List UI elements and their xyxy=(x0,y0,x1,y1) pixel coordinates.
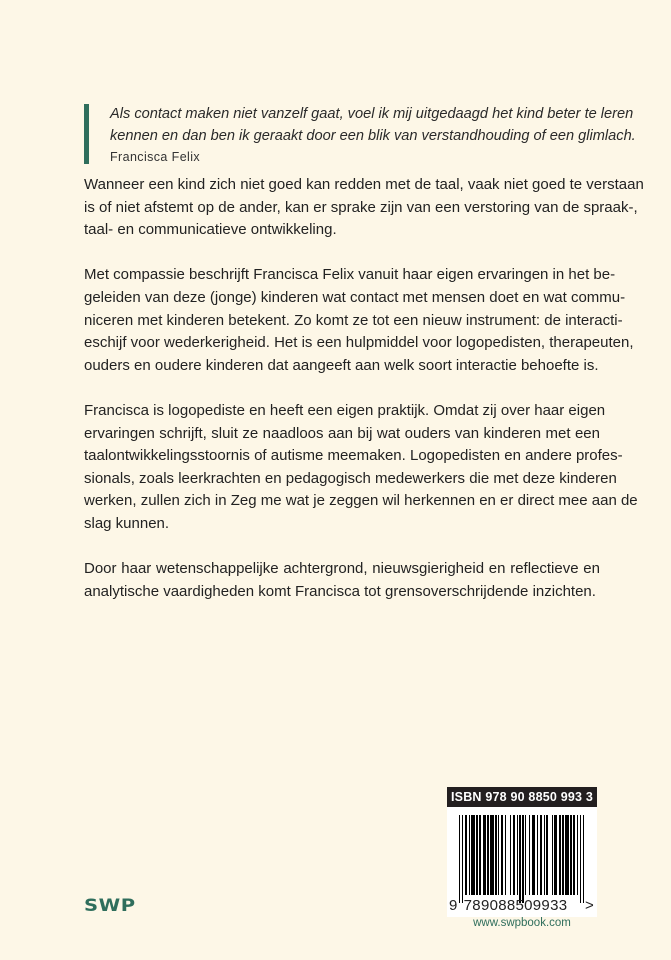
quote-author: Francisca Felix xyxy=(110,150,201,164)
barcode-bar xyxy=(505,815,506,895)
barcode-bar xyxy=(495,815,496,895)
barcode-bar xyxy=(479,815,480,895)
barcode-bar xyxy=(510,815,511,895)
barcode-arrow: > xyxy=(584,897,594,914)
barcode-bar xyxy=(565,815,569,895)
paragraph xyxy=(84,400,638,536)
barcode-bar xyxy=(465,815,468,895)
paragraph-line: taal- en communicatieve ontwikkeling. xyxy=(84,221,337,239)
paragraph-line: Door haar wetenschappelijke achtergrond, nieuwsgierigheid en reflectieve en xyxy=(84,560,600,578)
barcode-bar xyxy=(580,815,581,903)
paragraph-line: niceren met kinderen betekent. Zo komt ze tot een nieuw instrument: de interacti- xyxy=(84,311,623,329)
paragraph xyxy=(84,264,634,377)
barcode-bar xyxy=(532,815,536,895)
barcode-bar xyxy=(483,815,486,895)
quote-accent-bar xyxy=(84,104,89,164)
barcode-bar xyxy=(513,815,516,895)
barcode-bar xyxy=(546,815,547,895)
blurb-text xyxy=(84,174,644,626)
website-link[interactable]: www.swpbook.com xyxy=(473,917,571,929)
barcode-bar xyxy=(490,815,494,895)
barcode-bar xyxy=(544,815,545,895)
barcode-number: 789088509933 xyxy=(463,897,568,914)
barcode-digits xyxy=(447,897,597,915)
barcode-bar xyxy=(529,815,530,895)
barcode-bar xyxy=(573,815,576,895)
paragraph-line: geleiden van deze (jonge) kinderen wat contact met mensen doet en wat commu- xyxy=(84,288,626,306)
barcode-bar xyxy=(501,815,504,895)
quote-line: kennen en dan ben ik geraakt door een blik van verstandhouding of een glimlach. xyxy=(110,128,636,144)
barcode-bars xyxy=(459,815,584,895)
isbn-barcode xyxy=(447,787,597,917)
barcode-bar xyxy=(552,815,553,895)
paragraph-line: ouders en oudere kinderen dat aangeeft aan welk soort interactie behoefte is. xyxy=(84,356,599,374)
barcode-bar xyxy=(559,815,560,895)
quote-line: Als contact maken niet vanzelf gaat, voel ik mij uitgedaagd het kind beter te leren xyxy=(110,106,634,122)
paragraph-line: ervaringen schrijft, sluit ze naadloos aan bij wat ouders van kinderen met een xyxy=(84,424,600,442)
paragraph-line: sionals, zoals leerkrachten en pedagogisch medewerkers die met deze kinderen xyxy=(84,469,617,487)
paragraph-line: is of niet afstemt op de ander, kan er sprake zijn van een verstoring van de spraak-, xyxy=(84,198,638,216)
barcode-area xyxy=(447,807,597,917)
paragraph-line: eschijf voor wederkerigheid. Het is een hulpmiddel voor logopedisten, therapeuten, xyxy=(84,334,634,352)
barcode-bar xyxy=(519,815,520,903)
paragraph-line: analytische vaardigheden komt Francisca tot grensoverschrijdende inzichten. xyxy=(84,582,596,600)
barcode-bar xyxy=(517,815,518,895)
publisher-logo: SWP xyxy=(84,896,136,916)
paragraph-line: Met compassie beschrijft Francisca Felix vanuit haar eigen ervaringen in het be- xyxy=(84,266,616,284)
paragraph-line: werken, zullen zich in Zeg me wat je zeggen wil herkennen en er direct mee aan de xyxy=(84,492,638,510)
barcode-bar xyxy=(471,815,475,895)
paragraph xyxy=(84,174,644,242)
barcode-bar xyxy=(540,815,543,895)
barcode-bar xyxy=(469,815,470,895)
pull-quote xyxy=(84,103,636,167)
barcode-bar xyxy=(577,815,578,895)
barcode-bar xyxy=(498,815,499,895)
isbn-label: ISBN 978 90 8850 993 3 xyxy=(447,787,597,807)
barcode-bar xyxy=(476,815,477,895)
barcode-bar xyxy=(570,815,571,895)
barcode-bar xyxy=(462,815,463,903)
barcode-bar xyxy=(487,815,488,895)
barcode-bar xyxy=(583,815,584,903)
barcode-bar xyxy=(525,815,526,895)
paragraph xyxy=(84,558,600,603)
paragraph-line: Francisca is logopediste en heeft een eigen praktijk. Omdat zij over haar eigen xyxy=(84,401,606,419)
barcode-bar xyxy=(537,815,538,895)
barcode-bar xyxy=(562,815,563,895)
paragraph-line: Wanneer een kind zich niet goed kan redden met de taal, vaak niet goed te verstaan xyxy=(84,176,644,193)
paragraph-line: slag kunnen. xyxy=(84,514,170,532)
barcode-bar xyxy=(459,815,460,903)
barcode-bar xyxy=(522,815,523,903)
barcode-first-digit: 9 xyxy=(449,897,458,914)
paragraph-line: taalontwikkelingsstoornis of autisme meemaken. Logopedisten en andere profes- xyxy=(84,447,623,465)
barcode-bar xyxy=(554,815,557,895)
